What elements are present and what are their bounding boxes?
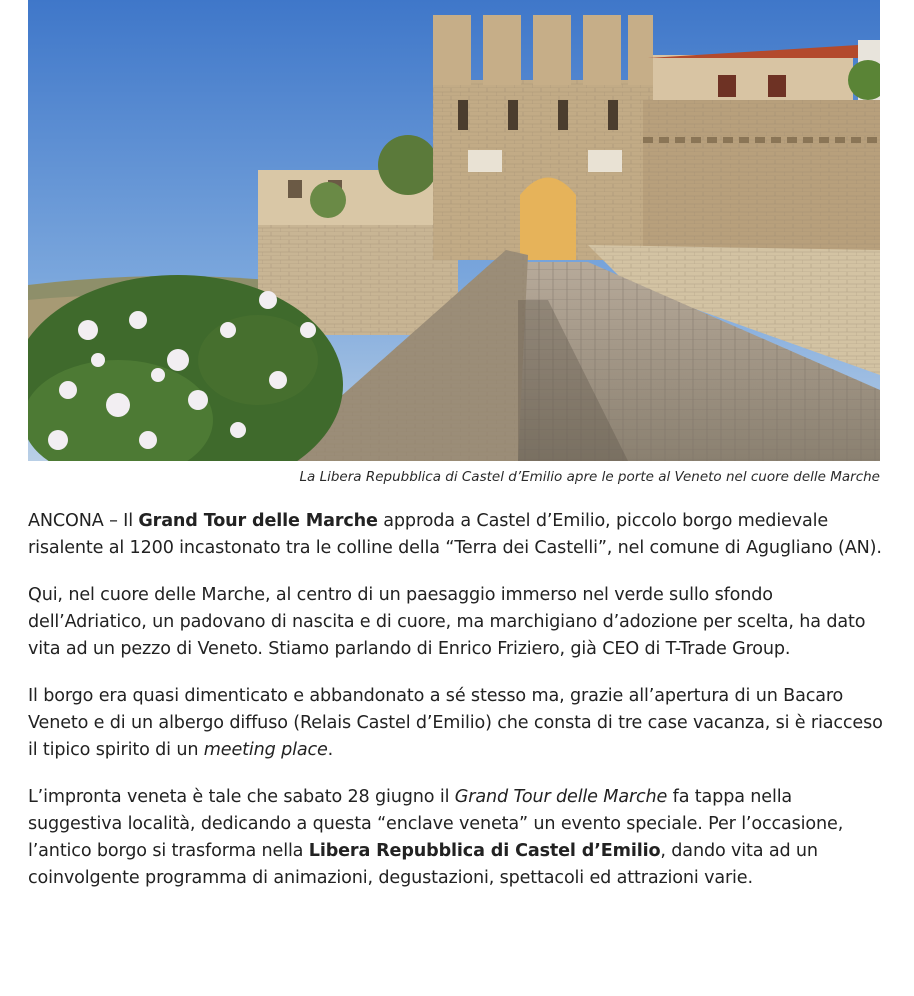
bold-libera-repubblica: Libera Repubblica di Castel d’Emilio [308, 841, 661, 861]
paragraph-3: Il borgo era quasi dimenticato e abbandonato a sé stesso ma, grazie all’apertura di un Bacaro Veneto e di un albergo diffuso (Relais Castel d’Emilio) che consta di tre case vacanza, si è riacceso il tipico spirito di un meeting place. [28, 686, 883, 760]
article-body [28, 508, 888, 912]
bold-grand-tour: Grand Tour delle Marche [138, 511, 378, 531]
italic-grand-tour: Grand Tour delle Marche [454, 787, 668, 807]
photo-caption: La Libera Repubblica di Castel d’Emilio apre le porte al Veneto nel cuore delle Marche [299, 469, 880, 485]
article-photo [28, 0, 880, 461]
paragraph-4: L’impronta veneta è tale che sabato 28 giugno il Grand Tour delle Marche fa tappa nella suggestiva località, dedicando a questa “enclave veneta” un evento speciale. Per l’occasione, l’antico borgo si trasforma nella Libera Repubblica di Castel d’Emilio, dando vita ad un coinvolgente programma di animazioni, degustazioni, spettacoli ed attrazioni varie. [28, 787, 844, 888]
paragraph-2: Qui, nel cuore delle Marche, al centro di un paesaggio immerso nel verde sullo sfondo dell’Adriatico, un padovano di nascita e di cuore, ma marchigiano d’adozione per scelta, ha dato vita ad un pezzo di Veneto. Stiamo parlando di Enrico Friziero, già CEO di T-Trade Group. [28, 585, 866, 659]
paragraph-1: ANCONA – Il Grand Tour delle Marche approda a Castel d’Emilio, piccolo borgo medievale risalente al 1200 incastonato tra le colline della “Terra dei Castelli”, nel comune di Agugliano (AN). [28, 511, 882, 558]
italic-meeting-place: meeting place [203, 740, 328, 760]
